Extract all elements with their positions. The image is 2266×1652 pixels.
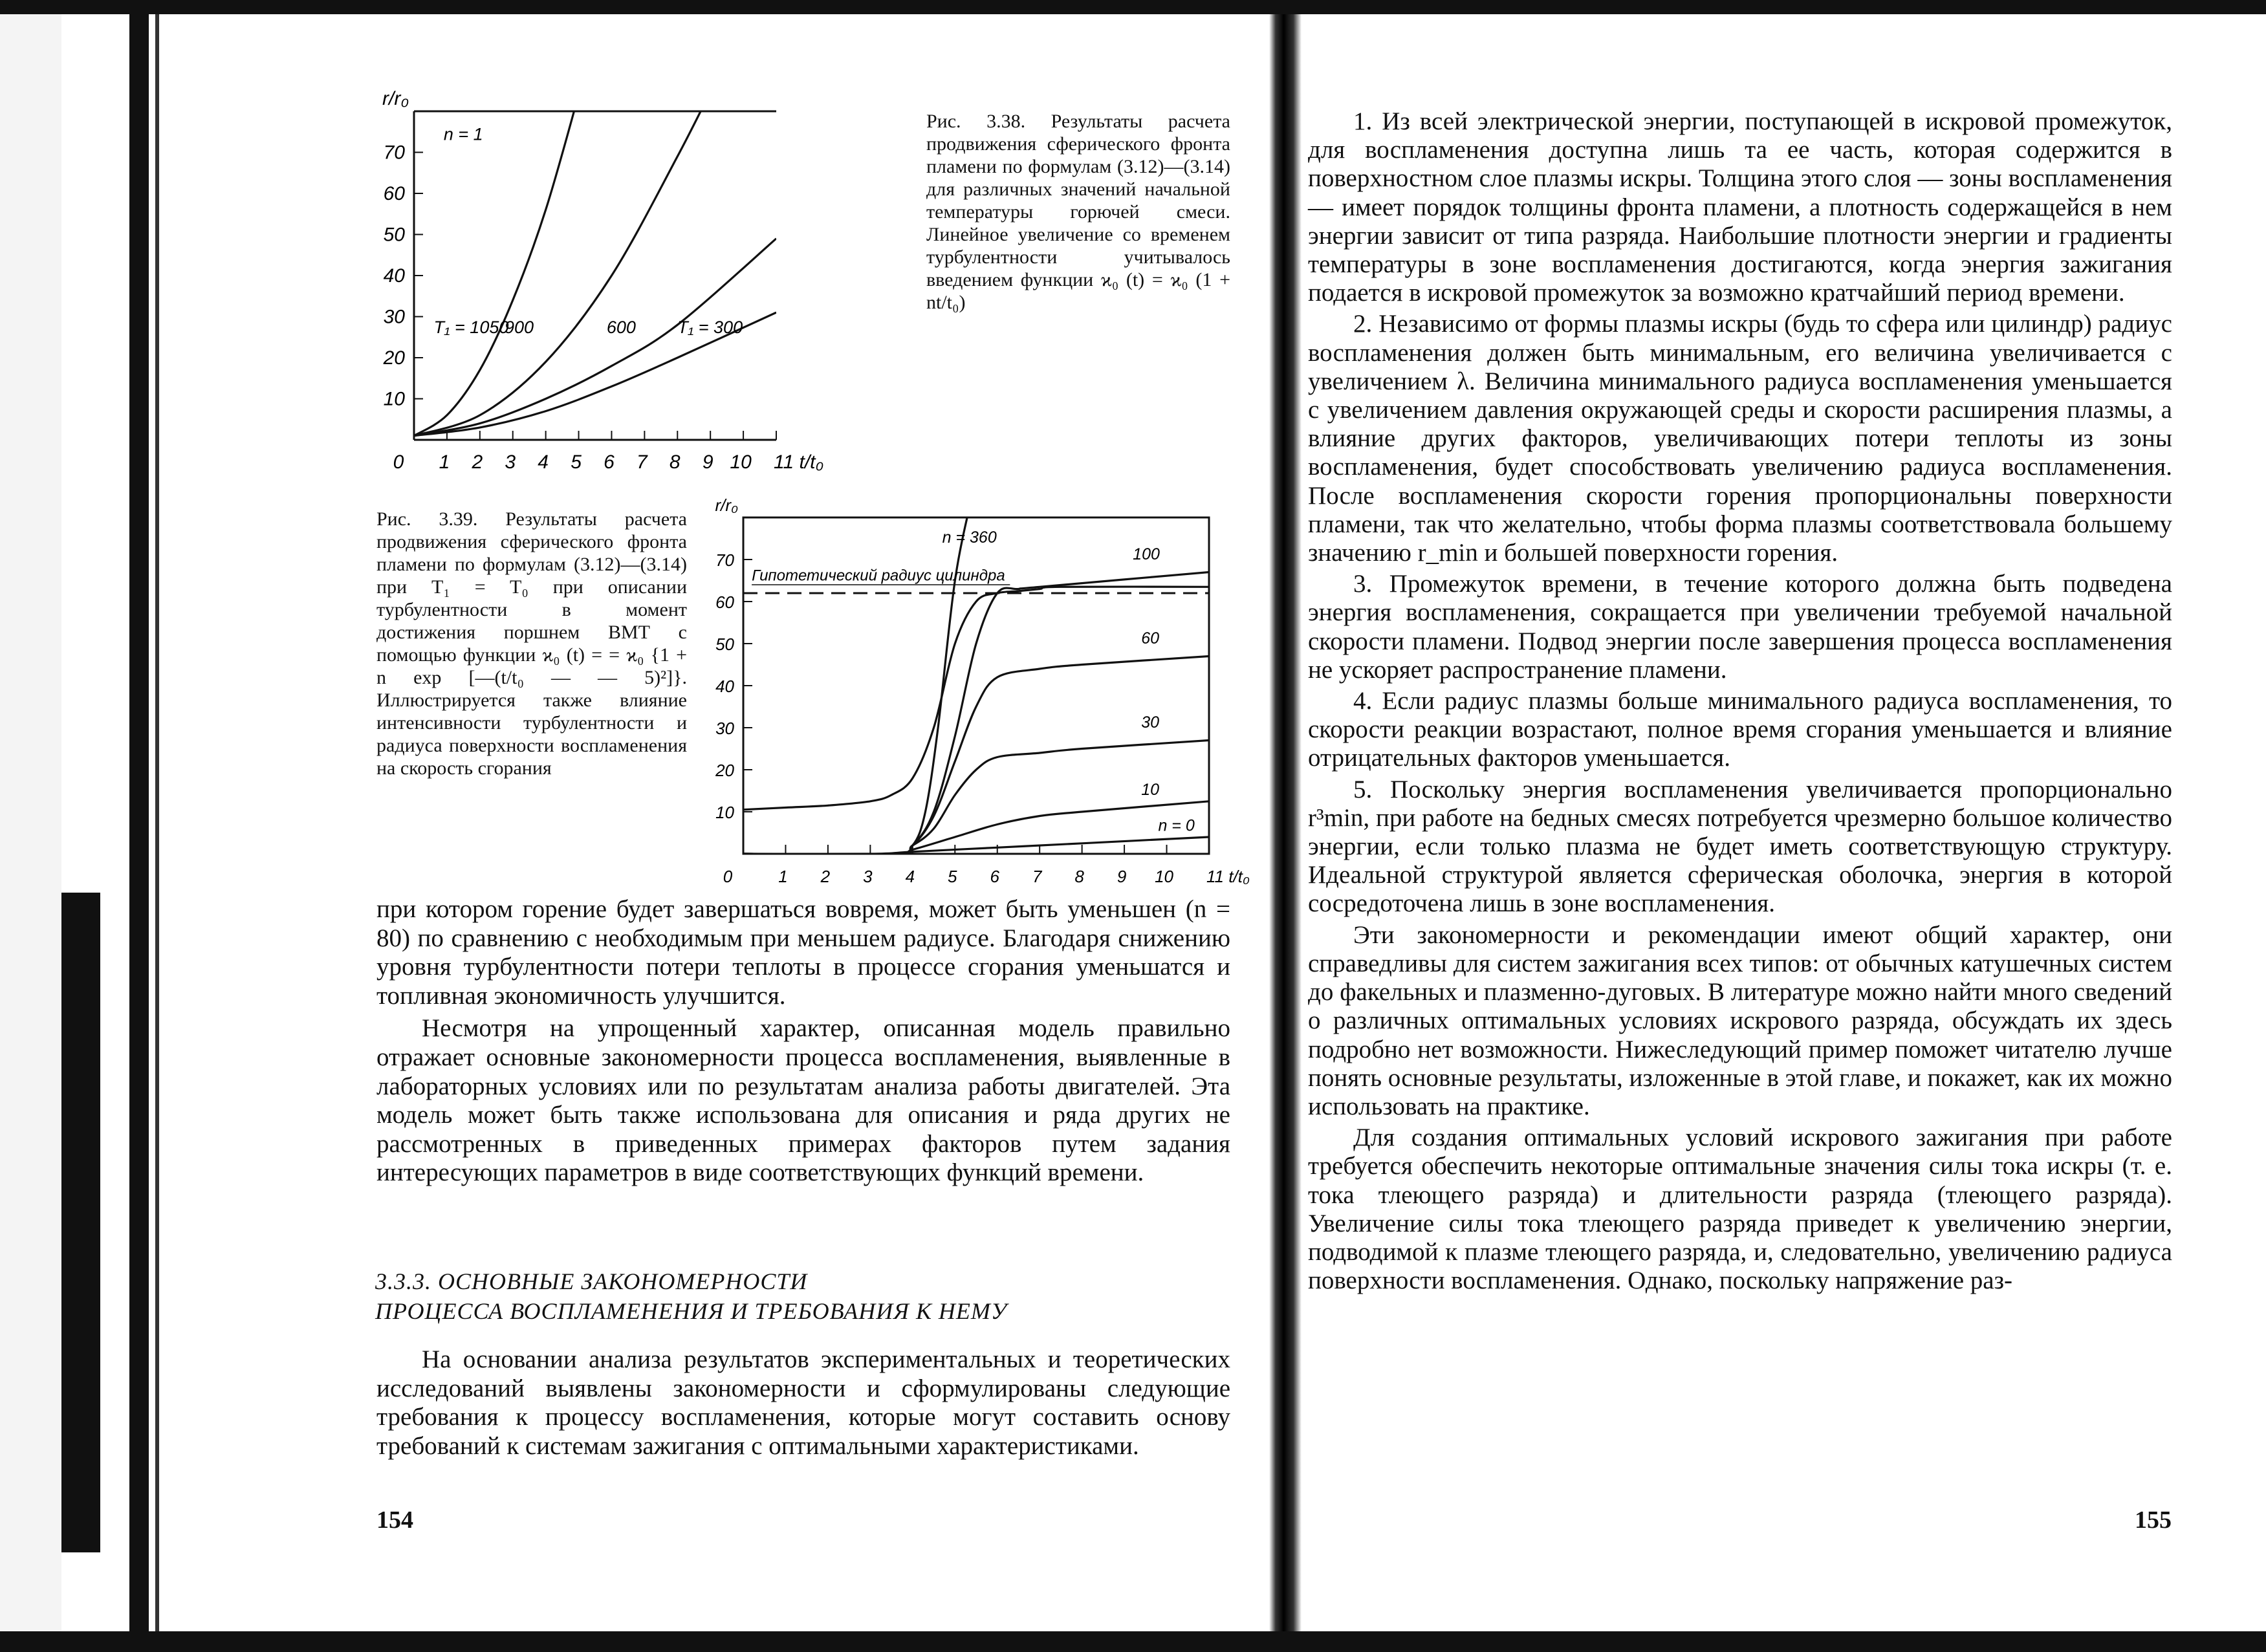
series-label: n = 360 (942, 528, 997, 547)
scan-frame-bottom (0, 1631, 2266, 1652)
figure-3-38-caption (926, 110, 1230, 314)
scan-left-blot (61, 893, 100, 1552)
series-label: T₁ = 1050 (433, 317, 509, 337)
y-tick-label: 50 (383, 224, 405, 246)
y-tick-label: 40 (383, 265, 405, 287)
series-line (743, 801, 1209, 854)
series-line (414, 95, 579, 436)
book-spine (1269, 14, 1302, 1631)
x-tick-label: 2 (820, 867, 831, 886)
scan-frame-top (0, 0, 2266, 14)
left-page-body-2 (376, 1345, 1230, 1461)
paragraph: Для создания оптимальных условий искрового зажигания при работе требуется обеспечить некоторые оптимальные значения силы тока искры (т. е. тока тлеющего разряда) и длительности разряда (тлеющего разряда). Увеличение силы тока тлеющего разряда приведет к увеличению энергии, подводимой к плазме тлеющего разряда, и, следовательно, увеличению радиуса поверхности воспламенения. Однако, поскольку напряжение раз- (1308, 1124, 2172, 1295)
series-label: 30 (1141, 713, 1160, 732)
x-tick-label: 4 (538, 451, 549, 473)
y-tick-label: 50 (715, 635, 734, 654)
figure-3-39-caption (376, 508, 687, 779)
annotation-label: Гипотетический радиус цилиндра (752, 567, 1005, 585)
x-tick-label: 9 (702, 451, 714, 473)
series-label: T₁ = 300 (677, 317, 743, 337)
scan-left-shadow (129, 14, 149, 1631)
x-tick-label: 1 (439, 451, 450, 473)
left-page-body (376, 895, 1230, 1188)
figure-3-38-chart (362, 88, 906, 485)
series-label: 900 (505, 317, 534, 337)
list-item: 2. Независимо от формы плазмы искры (будь то сфера или цилиндр) радиус воспламенения должен быть минимальным, его величина увеличивается с увеличением λ. Величина минимального радиуса воспламенения уменьшается с увеличением давления окружающей среды и скорости расширения плазмы, а влияние других факторов, увеличивающих потери теплоты из зоны воспламенения, будет способствовать увеличению радиуса воспламенения. После воспламенения скорости горения пропорциональны поверхности пламени, так что желательно, чтобы форма плазмы соответствовала большему значению r_min и большей поверхности горения. (1308, 310, 2172, 567)
caption-text: Рис. 3.39. Результаты расчета продвижения сферического фронта пламени по формулам (3.12)—(3.14) при T₁ = T₀ при описании турбулентности в момент достижения поршнем ВМТ с помощью функции ϰ₀ (t) = = ϰ₀ {1 + n exp [—(t/t₀ — — 5)²]}. Иллюстрируется также влияние интенсивности турбулентности и радиуса поверхности воспламенения на скорость сгорания (376, 508, 687, 779)
x-tick-label: 8 (669, 451, 681, 473)
x-tick-label: 0 (723, 867, 733, 886)
y-tick-label: 20 (715, 761, 734, 780)
series-label: n = 0 (1158, 816, 1195, 835)
list-item: 1. Из всей электрической энергии, поступающей в искровой промежуток, для воспламенения доступна лишь та ее часть, которая содержится в поверхностном слое плазмы искры. Толщина этого слоя — зоны воспламенения — имеет порядок толщины фронта пламени, а плотность содержащейся в нем энергии зависит от типа разряда. Наибольшие плотности энергии и градиенты температуры в зоне воспламенения достигаются, когда энергия зажигания подается в искровой промежуток за возможно кратчайший период времени. (1308, 107, 2172, 307)
series-line (743, 837, 1209, 854)
y-tick-label: 40 (715, 677, 734, 696)
x-tick-label: 0 (393, 451, 404, 473)
y-tick-label: 70 (383, 142, 405, 164)
section-heading-line: ПРОЦЕССА ВОСПЛАМЕНЕНИЯ И ТРЕБОВАНИЯ К НЕМУ (375, 1298, 1008, 1324)
x-tick-label: 9 (1117, 867, 1127, 886)
scan-left-shadow-line (155, 14, 159, 1631)
y-tick-label: 60 (715, 592, 734, 612)
y-tick-label: 10 (715, 803, 734, 822)
y-tick-label: 10 (383, 388, 405, 410)
list-item: 3. Промежуток времени, в течение которого должна быть подведена энергия воспламенения, сокращается при увеличении требуемой начальной скорости пламени. Подвод энергии после завершения процесса воспламенения не ускоряет распространение пламени. (1308, 570, 2172, 684)
x-tick-label: 1 (778, 867, 788, 886)
x-tick-label: 10 (1155, 867, 1174, 886)
caption-text: Рис. 3.38. Результаты расчета продвижения сферического фронта пламени по формулам (3.12)—(3.14) для различных значений начальной температуры горючей смеси. Линейное увеличение со временем турбулентности учитывалось введением функции ϰ₀ (t) = ϰ₀ (1 + nt/t₀) (926, 111, 1230, 313)
y-tick-label: 60 (383, 183, 405, 204)
x-tick-label: 4 (905, 867, 915, 886)
y-tick-label: 30 (383, 306, 405, 328)
x-tick-label: 11 t/t₀ (1206, 867, 1250, 886)
right-page-body (1308, 107, 2172, 1295)
y-axis-label: r/r₀ (715, 495, 738, 515)
x-tick-label: 5 (571, 451, 582, 473)
x-tick-label: 10 (730, 451, 752, 473)
series-label: 600 (606, 317, 636, 337)
list-item: 4. Если радиус плазмы больше минимального радиуса воспламенения, то скорости реакции возрастают, полное время сгорания уменьшается и влияние отрицательных факторов уменьшается. (1308, 687, 2172, 772)
section-heading (375, 1266, 1007, 1326)
y-tick-label: 20 (383, 347, 405, 369)
series-label: 10 (1141, 781, 1160, 799)
paragraph: Эти закономерности и рекомендации имеют общий характер, они справедливы для систем зажигания всех типов: от обычных катушечных систем до факельных и плазменно-дуговых. В литературе можно найти много сведений о различных оптимальных условиях искрового разряда, обсуждать их здесь подробно нет возможности. Нижеследующий пример поможет читателю лучше понять основные результаты, изложенные в этой главе, и покажет, как их можно использовать на практике. (1308, 920, 2172, 1120)
series-line (743, 587, 1209, 810)
y-axis-label: r/r₀ (382, 88, 409, 109)
x-tick-label: 7 (1032, 867, 1042, 886)
x-tick-label: 8 (1074, 867, 1084, 886)
series-line (743, 657, 1209, 854)
page-number-right: 155 (2135, 1506, 2172, 1534)
x-tick-label: 6 (990, 867, 999, 886)
series-line (743, 741, 1209, 854)
x-tick-label: 2 (472, 451, 483, 473)
scan-left-margin (0, 14, 61, 1631)
paragraph: при котором горение будет завершаться вовремя, может быть уменьшен (n = 80) по сравнению с необходимым при меньшем радиусе. Благодаря снижению уровня турбулентности потери теплоты в процессе сгорания уменьшатся и топливная экономичность улучшится. (376, 895, 1230, 1010)
y-tick-label: 70 (715, 550, 734, 570)
x-tick-label: 7 (637, 451, 648, 473)
list-item: 5. Поскольку энергия воспламенения увеличивается пропорционально r³min, при работе на бедных смесях потребуется чрезмерно большое количество энергии, если только плазма не будет иметь соответствующую структуру. Идеальной структурой является сферическая оболочка, энергия в которой сосредоточена лишь в зоне воспламенения. (1308, 775, 2172, 918)
section-heading-line: 3.3.3. ОСНОВНЫЕ ЗАКОНОМЕРНОСТИ (375, 1268, 808, 1294)
paragraph: Несмотря на упрощенный характер, описанная модель правильно отражает основные закономерности процесса воспламенения, выявленные в лабораторных условиях или по результатам анализа работы двигателей. Эта модель может быть также использована для описания и ряда других не рассмотренных в приведенных примерах факторов путем задания интересующих параметров в виде соответствующих функций времени. (376, 1014, 1230, 1187)
series-label: n = 1 (443, 124, 483, 144)
paragraph: На основании анализа результатов экспериментальных и теоретических исследований выявлены закономерности и сформулированы следующие требования к процессу воспламенения, которые могут составить основу требований к системам зажигания с оптимальными характеристиками. (376, 1345, 1230, 1460)
x-tick-label: 3 (505, 451, 516, 473)
x-tick-label: 6 (604, 451, 615, 473)
series-line (743, 572, 1209, 854)
y-tick-label: 30 (715, 719, 734, 738)
page-number-left: 154 (376, 1506, 413, 1534)
x-tick-label: 11 t/t₀ (774, 451, 824, 473)
x-tick-label: 5 (948, 867, 957, 886)
series-label: 100 (1133, 545, 1160, 563)
figure-3-39-chart (702, 495, 1250, 893)
series-label: 60 (1141, 629, 1160, 647)
x-tick-label: 3 (863, 867, 873, 886)
